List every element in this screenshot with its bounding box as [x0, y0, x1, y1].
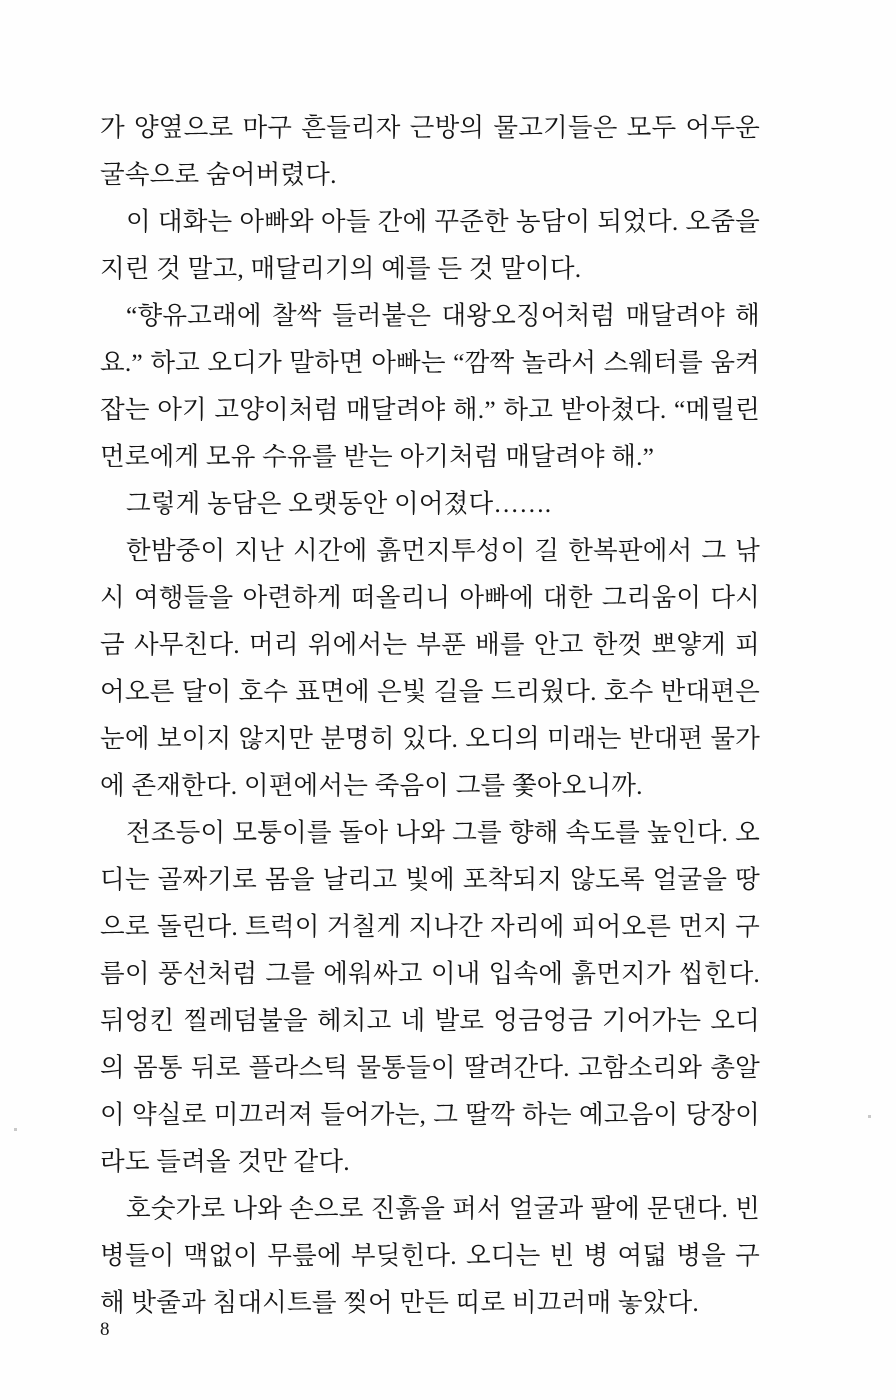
- page-text-body: [100, 104, 760, 1326]
- edge-speck-left: [14, 1128, 17, 1131]
- page-number: 8: [100, 1319, 110, 1340]
- paragraph: 그렇게 농담은 오랫동안 이어졌다…….: [126, 489, 552, 518]
- paragraph: 전조등이 모퉁이를 돌아 나와 그를 향해 속도를 높인다. 오디는 골짜기로 몸을 날리고 빛에 포착되지 않도록 얼굴을 땅으로 돌린다. 트럭이 거칠게 지나간 자리에 피어오른 먼지 구름이 풍선처럼 그를 에워싸고 이내 입속에 흙먼지가 씹힌다. 뒤엉킨 찔레덤불을 헤치고 네 발로 엉금엉금 기어가는 오디의 몸통 뒤로 플라스틱 물통들이 딸려간다. 고함소리와 총알이 약실로 미끄러져 들어가는, 그 딸깍 하는 예고음이 당장이라도 들려올 것만 같다.: [100, 818, 760, 1176]
- paragraph: 가 양옆으로 마구 흔들리자 근방의 물고기들은 모두 어두운 굴속으로 숨어버렸다.: [100, 113, 760, 189]
- paragraph: “향유고래에 찰싹 들러붙은 대왕오징어처럼 매달려야 해요.” 하고 오디가 말하면 아빠는 “깜짝 놀라서 스웨터를 움켜잡는 아기 고양이처럼 매달려야 해.” 하고 받아쳤다. “메릴린 먼로에게 모유 수유를 받는 아기처럼 매달려야 해.”: [100, 301, 760, 471]
- edge-speck-right: [868, 1115, 871, 1118]
- paragraph: 한밤중이 지난 시간에 흙먼지투성이 길 한복판에서 그 낚시 여행들을 아련하게 떠올리니 아빠에 대한 그리움이 다시금 사무친다. 머리 위에서는 부푼 배를 안고 한껏 뽀얗게 피어오른 달이 호수 표면에 은빛 길을 드리웠다. 호수 반대편은 눈에 보이지 않지만 분명히 있다. 오디의 미래는 반대편 물가에 존재한다. 이편에서는 죽음이 그를 쫓아오니까.: [100, 536, 760, 800]
- paragraph: 호숫가로 나와 손으로 진흙을 퍼서 얼굴과 팔에 문댄다. 빈 병들이 맥없이 무릎에 부딪힌다. 오디는 빈 병 여덟 병을 구해 밧줄과 침대시트를 찢어 만든 띠로 비끄러매 놓았다.: [100, 1194, 760, 1317]
- paragraph: 이 대화는 아빠와 아들 간에 꾸준한 농담이 되었다. 오줌을 지린 것 말고, 매달리기의 예를 든 것 말이다.: [100, 207, 760, 283]
